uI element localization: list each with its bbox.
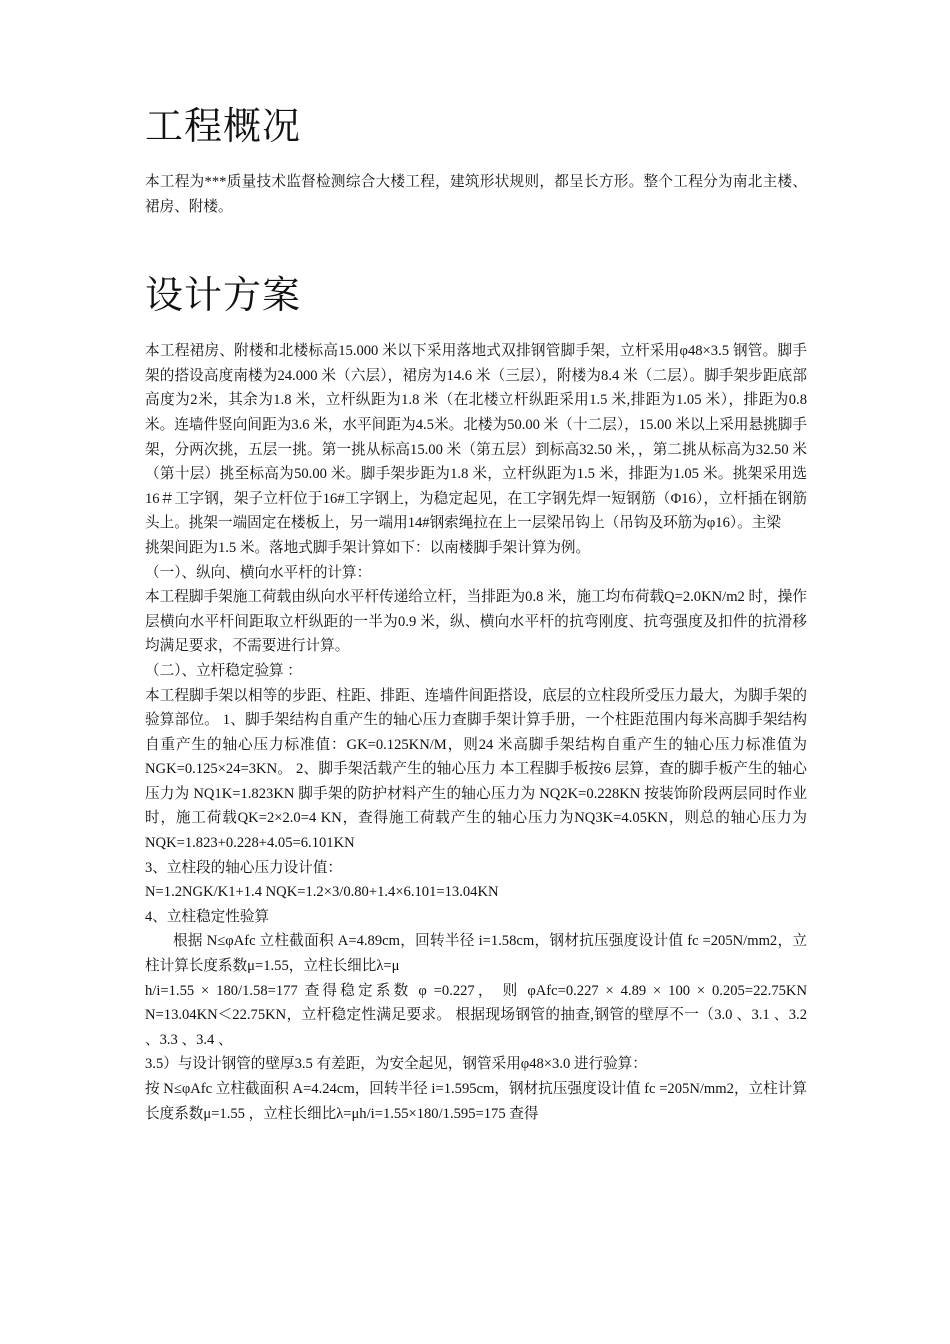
- design-section-body: [145, 339, 807, 1126]
- subsection-heading: （二）、立杆稳定验算 ：: [145, 662, 302, 679]
- subsection-heading: 3、立柱段的轴心压力设计值：: [145, 859, 343, 876]
- section-heading-overview: 工程概况: [145, 104, 302, 148]
- design-paragraph: 本工程脚手架施工荷载由纵向水平杆传递给立杆，当排距为0.8 米，施工均布荷载Q=2.0KN/m2 时，操作层横向水平杆间距取立杆纵距的一半为0.9 米，纵、横向水平杆的抗弯刚度、抗弯强度及扣件的抗滑移均满足要求，不需要进行计算。: [145, 589, 807, 655]
- design-paragraph: 本工程脚手架以相等的步距、柱距、排距、连墙件间距搭设，底层的立柱段所受压力最大，为脚手架的验算部位。 1、脚手架结构自重产生的轴心压力查脚手架计算手册，一个柱距范围内每米高脚手架结构自重产生的轴心压力标准值：GK=0.125KN/M，则24 米高脚手架结构自重产生的轴心压力标准值为NGK=0.125×24=3KN。 2、脚手架活载产生的轴心压力 本工程脚手板按6 层算，查的脚手板产生的轴心压力为 NQ1K=1.823KN 脚手架的防护材料产生的轴心压力为 NQ2K=0.228KN 按装饰阶段两层同时作业时，施工荷载QK=2×2.0=4 KN，查得施工荷载产生的轴心压力为NQ3K=4.05KN，则总的轴心压力为NQK=1.823+0.228+4.05=6.101KN: [145, 687, 807, 852]
- subsection-heading: 4、立柱稳定性验算: [145, 908, 270, 925]
- overview-paragraph: 本工程为***质量技术监督检测综合大楼工程，建筑形状规则，都呈长方形。整个工程分为南北主楼、裙房、附楼。: [145, 174, 807, 215]
- design-paragraph: 根据 N≤φAfc 立柱截面积 A=4.89cm，回转半径 i=1.58cm，钢材抗压强度设计值 fc =205N/mm2，立柱计算长度系数μ=1.55，立柱长细比λ=μ: [145, 933, 807, 975]
- design-paragraph: 按 N≤φAfc 立柱截面积 A=4.24cm，回转半径 i=1.595cm，钢材抗压强度设计值 fc =205N/mm2，立柱计算长度系数μ=1.55 ，立柱长细比λ=μh/i=1.55×180/1.595=175 查得: [145, 1081, 807, 1122]
- design-paragraph: 本工程裙房、附楼和北楼标高15.000 米以下采用落地式双排钢管脚手架，立杆采用φ48×3.5 钢管。脚手架的搭设高度南楼为24.000 米（六层），裙房为14.6 米（三层），附楼为8.4 米（二层）。脚手架步距底部高度为2米，其余为1.8 米，立杆纵距为1.8 米（在北楼立杆纵距采用1.5 米,排距为1.05 米），排距为0.8 米。连墙件竖向间距为3.6 米，水平间距为4.5米。北楼为50.00 米（十二层），15.00 米以上采用悬挑脚手架，分两次挑，五层一挑。第一挑从标高15.00 米（第五层）到标高32.50 米，，第二挑从标高为32.50 米（第十层）挑至标高为50.00 米。脚手架步距为1.8 米，立杆纵距为1.5 米，排距为1.05 米。挑架采用选16＃工字钢，架子立杆位于16#工字钢上，为稳定起见，在工字钢先焊一短钢筋（Φ16），立杆插在钢筋头上。挑架一端固定在楼板上，另一端用14#钢索绳拉在上一层梁吊钩上（吊钩及环筋为φ16）。主梁: [145, 343, 807, 532]
- formula-line: N=1.2NGK/K1+1.4 NQK=1.2×3/0.80+1.4×6.101=13.04KN: [145, 884, 499, 901]
- design-paragraph: h/i=1.55 × 180/1.58=177 查得稳定系数 φ =0.227， 则 φAfc=0.227 × 4.89 × 100 × 0.205=22.75KN N=13.04KN＜22.75KN，立杆稳定性满足要求。 根据现场钢管的抽查,钢管的壁厚不一（3.0 、3.1 、3.2 、3.3 、3.4 、: [145, 982, 807, 1048]
- design-paragraph: 挑架间距为1.5 米。落地式脚手架计算如下：以南楼脚手架计算为例。: [145, 539, 591, 556]
- design-paragraph: 3.5）与设计钢管的壁厚3.5 有差距，为安全起见，钢管采用φ48×3.0 进行验算：: [145, 1056, 647, 1073]
- section-heading-design: 设计方案: [145, 273, 302, 318]
- subsection-heading: （一）、纵向、横向水平杆的计算：: [145, 564, 372, 581]
- document-content: [145, 100, 807, 1126]
